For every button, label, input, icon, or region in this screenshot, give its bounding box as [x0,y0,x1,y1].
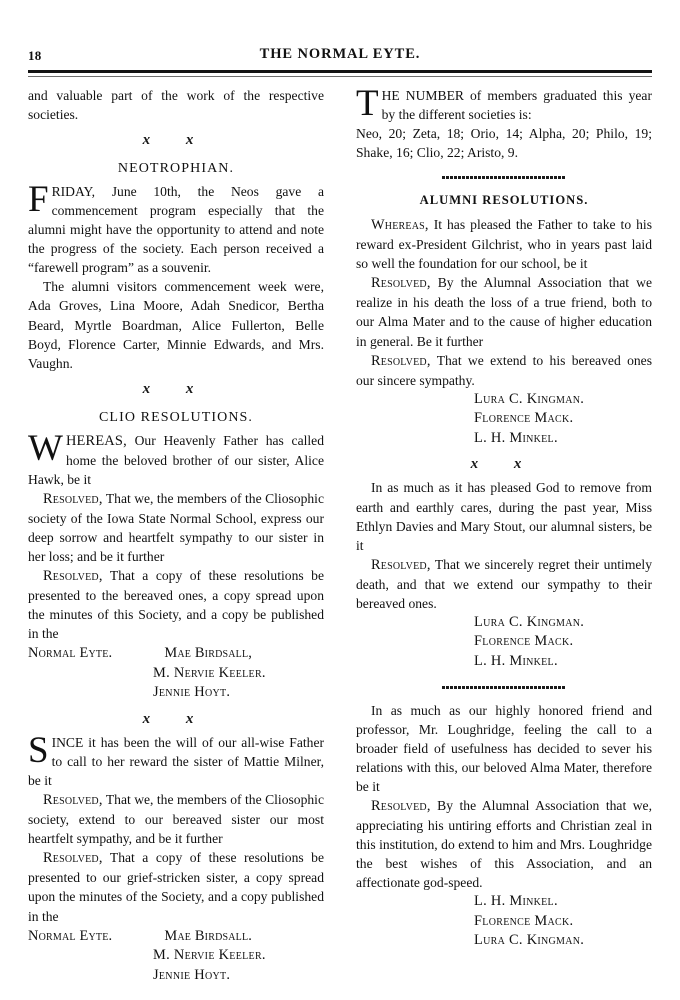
resolved-lead: Resolved, [371,352,431,369]
ornament-divider: x x [142,711,210,728]
clio-resolved-text: That a copy of these resolutions be presented to our grief-stricken sister, a copy spread upon the minutes of the Society, and a copy published in the [28,850,324,924]
clio-first-resolved-paragraph [28,489,324,566]
alumni-whereas-text: It has pleased the Father to take to his reward ex-President Gilchrist, who in years past laid so well the foundation for our school, be it [356,217,652,272]
alumni-first-resolved-paragraph [356,273,652,350]
ornament-divider: x x [142,380,210,397]
signature-name: Lura C. Kingman. [474,390,585,407]
signature-name: L. H. Minkel. [474,653,558,669]
clio-second-publication-and-signature [28,926,324,947]
page-number: 18 [28,48,42,63]
alumni-resolved-text: That we sincerely regret their untimely death, and that we extend our sympathy to their bereaved ones. [356,556,652,611]
graduates-opening-text: HE NUMBER of members graduated this year by the different societies is: [381,88,652,123]
resolved-lead: Resolved, [43,850,103,867]
resolved-lead: Resolved, [371,275,431,292]
clio-resolved-text: That a copy of these resolutions be presented to the bereaved ones, a copy spread upon the minutes of this Society, and a copy be published in the [28,568,324,642]
publication-name: Normal Eyte. [28,927,113,944]
left-column [28,86,324,985]
resolved-lead: Resolved, [371,797,431,814]
signature-name: Florence Mack. [474,410,574,427]
drop-cap-letter: S [28,730,49,772]
decorative-rule [442,686,566,689]
alumni-resolved-text: That we extend to his bereaved ones our sincere sympathy. [356,352,652,388]
resolved-lead: Resolved, [43,568,103,585]
alumni-first-second-resolved-paragraph [356,351,652,390]
alumni-first-whereas-paragraph [356,215,652,273]
section-heading-clio: CLIO RESOLUTIONS. [98,409,254,425]
clio-second-second-resolved-paragraph [28,848,324,925]
alumni-second-opening-paragraph: In as much as it has pleased God to remove from earth and earthly cares, during the past year, Miss Ethlyn Davies and Mary Stout, our alumnal sisters, be it [356,480,652,553]
clio-resolved-text: That we, the members of the Cliosophic society of the Iowa State Normal School, express our deep sorrow and heartfelt sympathy to our sister in her loss; and be it further [28,490,324,565]
alumni-third-resolved-paragraph [356,796,652,892]
signature-name: Lura C. Kingman. [474,932,585,949]
ornament-divider: x x [470,456,538,473]
clio-resolved-text: That we, the members of the Cliosophic society, extend to our bereaved sister our most heartfelt sympathy, and be it further [28,792,324,847]
clio-publication-and-first-signature [28,643,324,664]
whereas-lead: HEREAS, [65,432,127,449]
neotrophian-visitors-paragraph: The alumni visitors commencement week were, Ada Groves, Lina Moore, Adah Snedicor, Bertha Beard, Myrtle Boardman, Alice Fullerton, Belle Boyd, Florence Carter, Minnie Edwards, and Mrs. Vaughn. [28,279,324,371]
signature-name: Lura C. Kingman. [474,613,585,630]
page-header [28,46,652,72]
drop-cap-letter: T [356,83,379,124]
signature-name: Florence Mack. [474,912,574,929]
alumni-resolved-text: By the Alumnal Association that we, appreciating his untiring efforts and Christian zeal in this institution, do extend to him and Mrs. Loughridge the best wishes of this Association, and an affectionate god-speed. [356,797,652,891]
signature-name: Florence Mack. [474,633,574,650]
alumni-second-resolved-paragraph [356,555,652,613]
header-rule-thin [28,76,652,77]
drop-cap-letter: W [28,427,63,469]
signature-name: M. Nervie Keeler. [153,664,266,681]
signature-name: M. Nervie Keeler. [153,947,266,964]
resolved-lead: Resolved, [371,556,431,573]
signature-name: Mae Birdsall, [164,645,253,662]
clio-whereas-text: Our Heavenly Father has called home the beloved brother of our sister, Alice Hawk, be it [28,432,324,487]
neotrophian-opening-paragraph [28,179,324,277]
section-heading-alumni-resolutions: ALUMNI RESOLUTIONS. [419,193,589,208]
signature-name: Mae Birdsall. [164,927,253,944]
alumni-third-opening-paragraph: In as much as our highly honored friend and professor, Mr. Loughridge, feeling the call to a broader field of usefulness has decided to sever his relations with this, our beloved Alma Mater, therefore be it [356,702,652,794]
signature-name: L. H. Minkel. [474,893,558,910]
clio-second-first-resolved-paragraph [28,790,324,848]
signature-name: L. H. Minkel. [474,429,558,446]
clio-second-opening-text: INCE it has been the will of our all-wise Father to call to her reward the sister of Mattie Milner, be it [28,735,324,789]
decorative-rule [442,176,566,179]
resolved-lead: Resolved, [43,490,103,507]
clio-second-resolved-paragraph [28,566,324,643]
right-column [356,83,652,951]
clio-first-whereas-paragraph [28,427,324,489]
continued-paragraph: and valuable part of the work of the respective societies. [28,88,324,123]
two-column-body [28,83,652,986]
resolved-lead: Resolved, [43,792,103,809]
running-head-title: THE NORMAL EYTE. [259,46,421,62]
drop-cap-letter: F [28,179,49,221]
publication-name: Normal Eyte. [28,645,113,662]
signature-name: Jennie Hoyt. [153,684,231,701]
ornament-divider: x x [142,132,210,149]
clio-second-opening-paragraph [28,730,324,790]
signature-name: Jennie Hoyt. [153,966,231,983]
graduates-society-counts: Neo, 20; Zeta, 18; Orio, 14; Alpha, 20; Philo, 19; Shake, 16; Clio, 22; Aristo, 9. [356,126,652,161]
alumni-resolved-text: By the Alumnal Association that we realize in his death the loss of a true friend, both to our Alma Mater and to the cause of higher education in general. Be it further [356,275,652,349]
section-heading-neotrophian: NEOTROPHIAN. [117,161,235,177]
neotrophian-opening-text: RIDAY, June 10th, the Neos gave a commencement program especially that the alumni might have the opportunity to attend and note the progress of the society. Each person received a “farewell program” as a souvenir. [28,184,324,276]
whereas-lead: Whereas, [371,217,429,234]
header-rule-thick [28,70,652,73]
graduates-opening-paragraph [356,83,652,124]
